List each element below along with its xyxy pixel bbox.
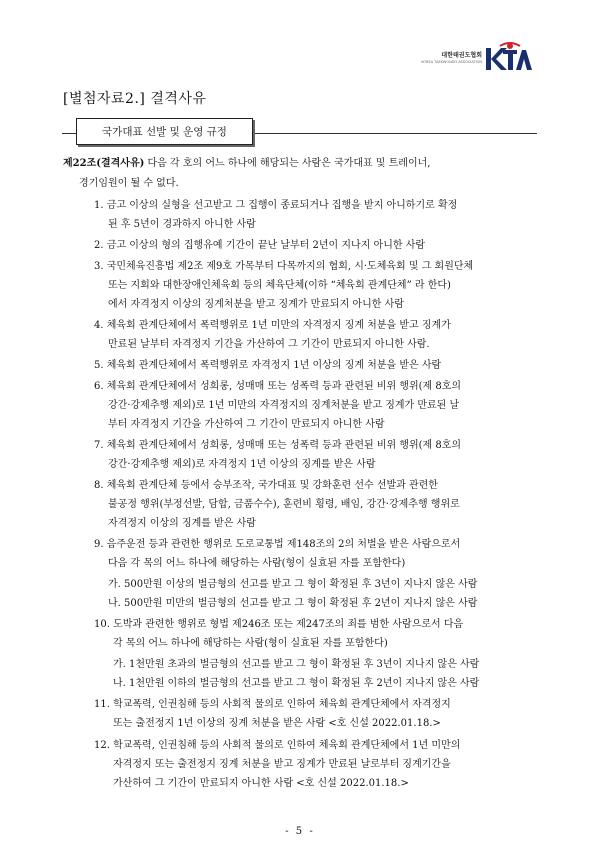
page-number: - 5 -: [285, 826, 315, 837]
item-7-line-2: 강간·강제추행 제외)로 자격정지 1년 이상의 징계를 받은 사람: [108, 459, 376, 470]
item-4-line-1: 4. 체육회 관계단체에서 폭력행위로 1년 미만의 자격정지 징계 처분을 받고 징계가: [94, 320, 451, 331]
item-1-line-1: 1. 금고 이상의 실형을 선고받고 그 집행이 종료되거나 집행을 받지 아니하기로 확정: [94, 200, 458, 211]
article-title: 제22조(결격사유): [63, 158, 145, 169]
item-11-line-2: 또는 출전정지 1년 이상의 징계 처분을 받은 사람 <호 신설 2022.01.18.>: [113, 718, 441, 729]
item-8-line-2: 불공정 행위(부정선발, 담합, 금품수수), 훈련비 횡령, 배임, 강간·강제추행 행위로: [108, 499, 460, 510]
item-10-sub-b: 나. 1천만원 이하의 벌금형의 선고를 받고 그 형이 확정된 후 2년이 지나지 않은 사람: [113, 678, 480, 689]
item-6-line-2: 강간·강제추행 제외)로 1년 미만의 자격정지의 징계처분을 받고 징계가 만료된 날: [108, 400, 460, 411]
item-10-sub-a: 가. 1천만원 초과의 벌금형의 선고를 받고 그 형이 확정된 후 3년이 지나지 않은 사람: [113, 659, 480, 670]
item-6-line-1: 6. 체육회 관계단체에서 성희롱, 성매매 또는 성폭력 등과 관련된 비위 행위(제 8호의: [94, 381, 462, 392]
item-5-line-1: 5. 체육회 관계단체에서 폭력행위로 자격정지 1년 이상의 징계 처분을 받은 사람: [94, 360, 442, 371]
logo-name-en: KOREA TAEKWONDO ASSOCIATION: [421, 60, 482, 64]
article-intro-line: [63, 159, 430, 169]
item-4-line-2: 만료된 날부터 자격정지 기간을 가산하여 그 기간이 만료되지 아니한 사람.: [108, 339, 430, 350]
item-9-sub-b: 나. 500만원 미만의 벌금형의 선고를 받고 그 형이 확정된 후 2년이 지나지 않은 사람: [108, 598, 478, 609]
article-intro-line-2: 경기임원이 될 수 없다.: [79, 178, 179, 189]
item-9-line-1: 9. 음주운전 등과 관련한 행위로 도로교통법 제148조의 2의 처벌을 받은 사람으로서: [94, 539, 461, 550]
item-8-line-3: 자격정지 이상의 징계를 받은 사람: [108, 518, 256, 529]
item-7-line-1: 7. 체육회 관계단체에서 성희롱, 성매매 또는 성폭력 등과 관련된 비위 행위(제 8호의: [94, 440, 462, 451]
item-8-line-1: 8. 체육회 관계단체 등에서 승부조작, 국가대표 및 강화훈련 선수 선발과 관련한: [94, 480, 438, 491]
item-10-line-1: 10. 도박과 관련한 행위로 형법 제246조 또는 제247조의 죄를 범한 사람으로서 다음: [94, 619, 464, 630]
logo-name-ko: 대한태권도협회: [441, 52, 482, 59]
item-9-sub-a: 가. 500만원 이상의 벌금형의 선고를 받고 그 형이 확정된 후 3년이 지나지 않은 사람: [108, 579, 478, 590]
item-12-line-1: 12. 학교폭력, 인권침해 등의 사회적 물의로 인하여 체육회 관계단체에서 1년 미만의: [94, 740, 461, 751]
kta-logo: [421, 42, 532, 72]
item-10-line-2: 각 목의 어느 하나에 해당하는 사람(형이 실효된 자를 포함한다): [113, 638, 388, 649]
item-12-line-2: 자격정지 또는 출전정지 징계 처분을 받고 징계가 만료된 날로부터 징계기간을: [113, 759, 451, 770]
item-12-line-3: 가산하여 그 기간이 만료되지 아니한 사람 <호 신설 2022.01.18.>: [113, 778, 409, 789]
item-3-line-2: 또는 지회와 대한장애인체육회 등의 체육단체(이하 “체육회 관계단체” 라 한다): [108, 280, 451, 291]
item-9-line-2: 다음 각 목의 어느 하나에 해당하는 사람(형이 실효된 자를 포함한다): [108, 558, 406, 569]
item-6-line-3: 부터 자격정지 기간을 가산하여 그 기간이 만료되지 아니한 사람: [108, 419, 385, 430]
item-2-line-1: 2. 금고 이상의 형의 집행유예 기간이 끝난 날부터 2년이 지나지 아니한 사람: [94, 240, 426, 251]
page-heading: [별첨자료2.] 결격사유: [63, 91, 207, 107]
item-3-line-3: 에서 자격정지 이상의 징계처분을 받고 징계가 만료되지 아니한 사람: [108, 299, 404, 310]
kta-mark-icon: [486, 42, 532, 72]
regulation-title-box: [76, 118, 253, 145]
item-1-line-2: 된 후 5년이 경과하지 아니한 사람: [108, 219, 256, 230]
article-intro-text: 다음 각 호의 어느 하나에 해당되는 사람은 국가대표 및 트레이너,: [144, 158, 431, 169]
regulation-title: 국가대표 선발 및 운영 규정: [102, 126, 227, 138]
logo-text: [421, 50, 482, 64]
item-3-line-1: 3. 국민체육진흥법 제2조 제9호 가목부터 다목까지의 협회, 시·도체육회 및 그 회원단체: [94, 261, 474, 272]
item-11-line-1: 11. 학교폭력, 인권침해 등의 사회적 물의로 인하여 체육회 관계단체에서 자격정지: [94, 699, 451, 710]
